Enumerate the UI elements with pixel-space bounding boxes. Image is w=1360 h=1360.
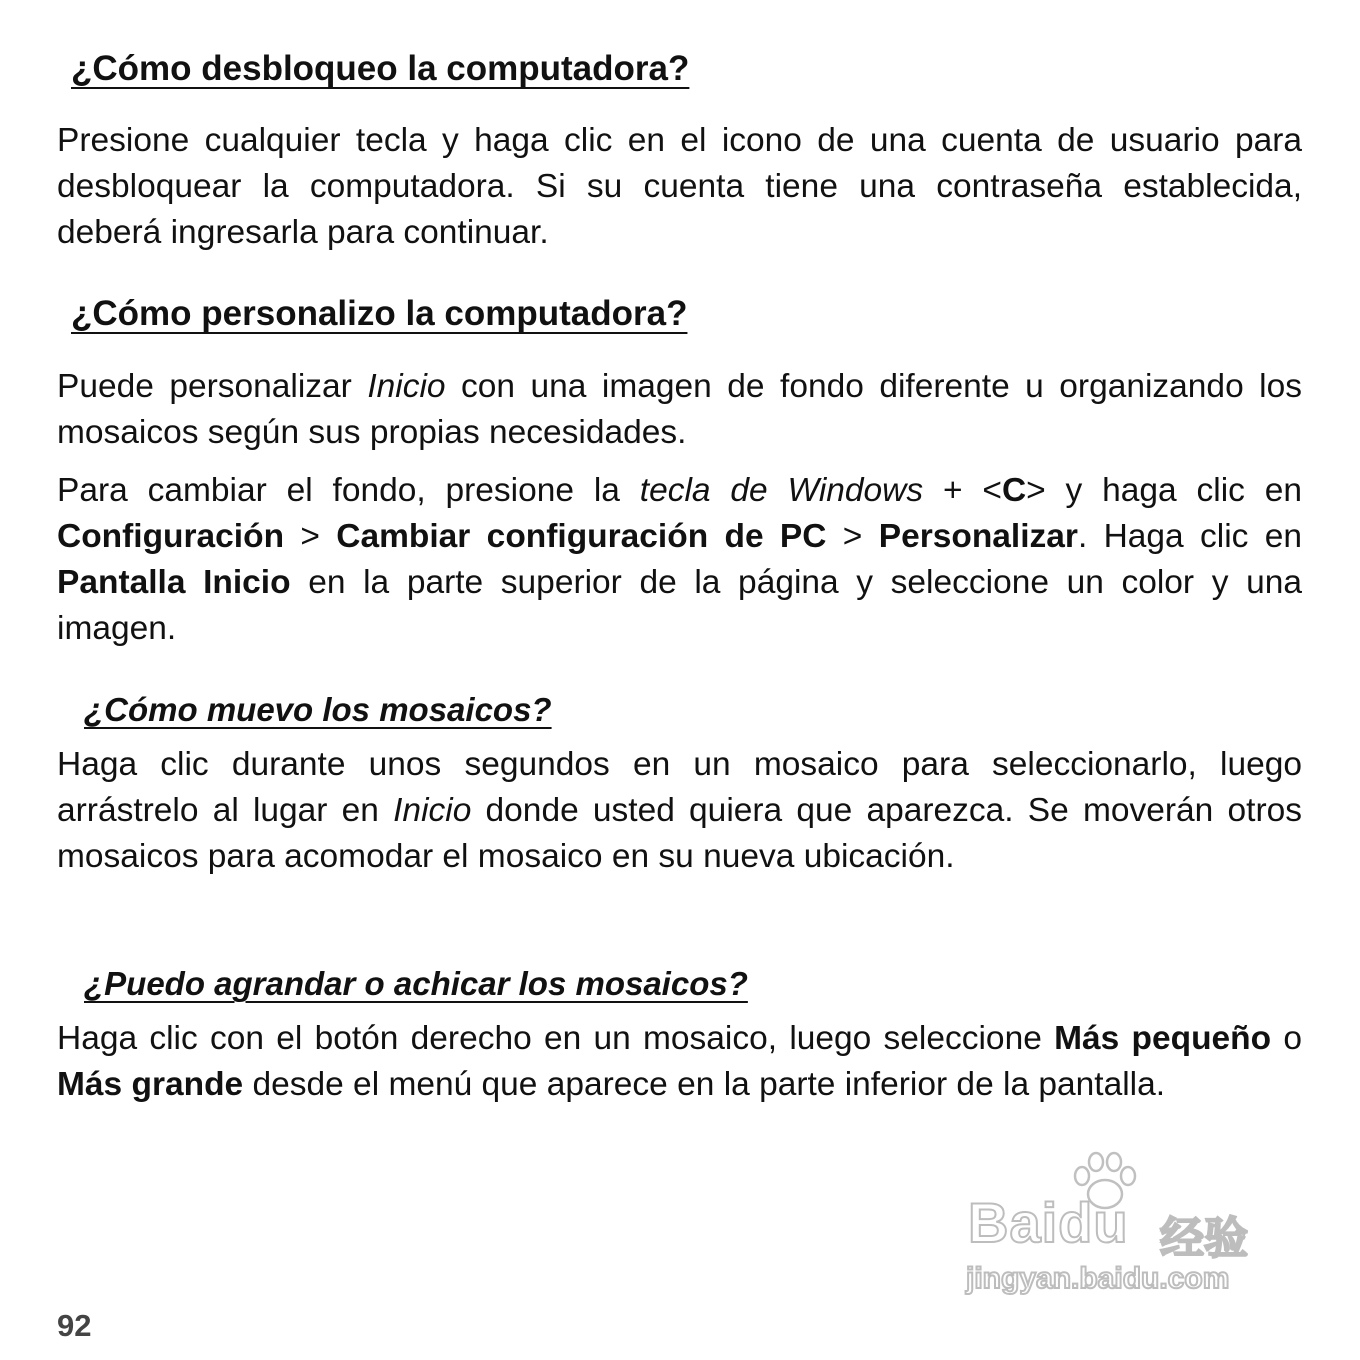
- paragraph-personalize-1: Puede personalizar Inicio con una imagen de fondo diferente u organizando los mosaicos según sus propias necesidades.: [57, 368, 1303, 451]
- watermark-brand: Baidu: [968, 1191, 1129, 1254]
- watermark-cn: 经验: [1160, 1214, 1248, 1263]
- heading-unlock: ¿Cómo desbloqueo la computadora?: [71, 49, 690, 88]
- page-number: 92: [57, 1308, 92, 1343]
- menu-configuracion: Configuración: [57, 518, 285, 555]
- paragraph-unlock: Presione cualquier tecla y haga clic en el icono de una cuenta de usuario para desbloquear la computadora. Si su cuenta tiene una contraseña establecida, deberá ingresarla para continuar.: [57, 122, 1302, 251]
- menu-pantalla-inicio: Pantalla Inicio: [57, 564, 291, 601]
- inicio-term: Inicio: [393, 792, 472, 829]
- key-c: C: [1001, 472, 1027, 509]
- baidu-watermark: [960, 1150, 1290, 1310]
- option-smaller: Más pequeño: [1054, 1020, 1272, 1057]
- paragraph-resize-tiles: Haga clic con el botón derecho en un mosaico, luego seleccione Más pequeño o Más grande desde el menú que aparece en la parte inferior de la pantalla.: [57, 1020, 1302, 1103]
- watermark-url: jingyan.baidu.com: [966, 1262, 1230, 1295]
- inicio-term: Inicio: [367, 368, 446, 405]
- windows-key-term: tecla de Windows: [639, 472, 924, 509]
- paragraph-move-tiles: Haga clic durante unos segundos en un mosaico para seleccionarlo, luego arrástrelo al lugar en Inicio donde usted quiera que aparezca. Se moverán otros mosaicos para acomodar el mosaico en su nueva ubicación.: [57, 746, 1302, 875]
- heading-move-tiles: ¿Cómo muevo los mosaicos?: [84, 691, 552, 728]
- menu-cambiar-configuracion: Cambiar configuración de PC: [336, 518, 827, 555]
- heading-personalize: ¿Cómo personalizo la computadora?: [71, 294, 688, 333]
- paragraph-personalize-2: Para cambiar el fondo, presione la tecla de Windows + <C> y haga clic en Configuración > Cambiar configuración de PC > Personalizar. Haga clic en Pantalla Inicio en la parte superior de la página y seleccione un color y una imagen.: [57, 472, 1303, 647]
- option-larger: Más grande: [57, 1066, 244, 1103]
- menu-personalizar: Personalizar: [878, 518, 1078, 555]
- heading-resize-tiles: ¿Puedo agrandar o achicar los mosaicos?: [84, 965, 748, 1002]
